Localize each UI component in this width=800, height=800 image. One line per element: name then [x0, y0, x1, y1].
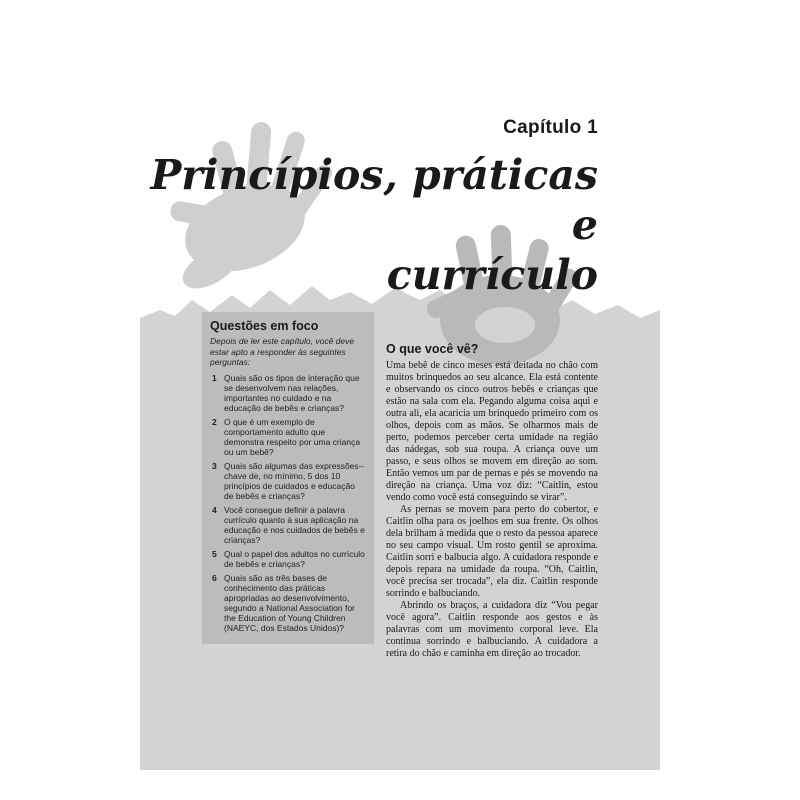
section-heading: O que você vê?: [386, 342, 479, 356]
focus-questions-box: [202, 312, 374, 644]
question-text: Quais são os tipos de interação que se desenvolvem nas relações, importantes no cuidado e na educação de bebês e crianças?: [224, 372, 360, 413]
right-hand-palm-hole: [475, 307, 535, 343]
list-item: [210, 373, 366, 413]
question-number: 1: [212, 372, 217, 383]
question-number: 5: [212, 548, 217, 559]
paragraph: Uma bebê de cinco meses está deitada no chão com muitos brinquedos ao seu alcance. Ela está contente e observando os cinco outros bebês e crianças que estão na sala com ela. Pegando alguma coisa aqui e outra ali, ela acaricia um brinquedo primeiro com os olhos, depois com as mãos. Se olharmos mais de perto, podemos perceber certa umidade na região das nádegas, sob sua roupa. A criança ouve um passo, e seus olhos se movem em direção ao som. Então vemos um par de pernas e pés se movendo na direção na criança. Uma voz diz: “Caitlin, estou vendo como você está conseguindo se virar”.: [386, 360, 598, 503]
focus-questions-list: [210, 373, 366, 633]
main-text-column: [386, 343, 598, 660]
focus-box-intro: Depois de ler este capítulo, você deve estar apto a responder às seguintes perguntas:: [210, 336, 355, 367]
list-item: [210, 549, 366, 569]
paragraph: As pernas se movem para perto do cobertor, e Caitlin olha para os joelhos em sua frente. Os olhos dela brilham à medida que o resto da pessoa aparece no seu campo visual. Um rosto gentil se aproxima. Caitlin sorri e balbucia algo. A cuidadora responde e depois repara na umidade da roupa. “Oh, Caitlin, você precisa ser trocada”, ela diz. Caitlin responde sorrindo e balbuciando.: [386, 504, 598, 599]
question-text: Você consegue definir a palavra currículo quanto à sua aplicação na educação e nos cuidados de bebês e crianças?: [224, 504, 365, 545]
chapter-title-line-2: currículo: [386, 251, 598, 299]
list-item: [210, 505, 366, 545]
list-item: [210, 461, 366, 501]
chapter-title-line-1: Princípios, práticas e: [150, 151, 598, 249]
question-text: Qual o papel dos adultos no currículo de bebês e crianças?: [224, 548, 365, 569]
question-number: 2: [212, 416, 217, 427]
chapter-title: [140, 150, 598, 300]
question-text: Quais são as três bases de conhecimento das práticas apropriadas ao desenvolvimento, segundo a National Association for the Education of Young Children (NAEYC, dos Estados Unidos)?: [224, 572, 355, 633]
question-number: 4: [212, 504, 217, 515]
question-number: 3: [212, 460, 217, 471]
list-item: [210, 573, 366, 633]
question-text: O que é um exemplo de comportamento adulto que demonstra respeito por uma criança ou um bebê?: [224, 416, 361, 457]
focus-box-title: Questões em foco: [210, 319, 319, 333]
question-number: 6: [212, 572, 217, 583]
book-page: [140, 0, 660, 770]
list-item: [210, 417, 366, 457]
question-text: Quais são algumas das expressões--chave de, no mínimo, 5 dos 10 princípios de cuidados e educação de bebês e crianças?: [224, 460, 365, 501]
paragraph: Abrindo os braços, a cuidadora diz “Vou pegar você agora”. Caitlin responde aos gestos e às palavras com um movimento corporal leve. Ela continua sorrindo e balbuciando. A cuidadora a retira do chão e caminha em direção ao trocador.: [386, 600, 598, 659]
chapter-label: Capítulo 1: [503, 117, 598, 138]
